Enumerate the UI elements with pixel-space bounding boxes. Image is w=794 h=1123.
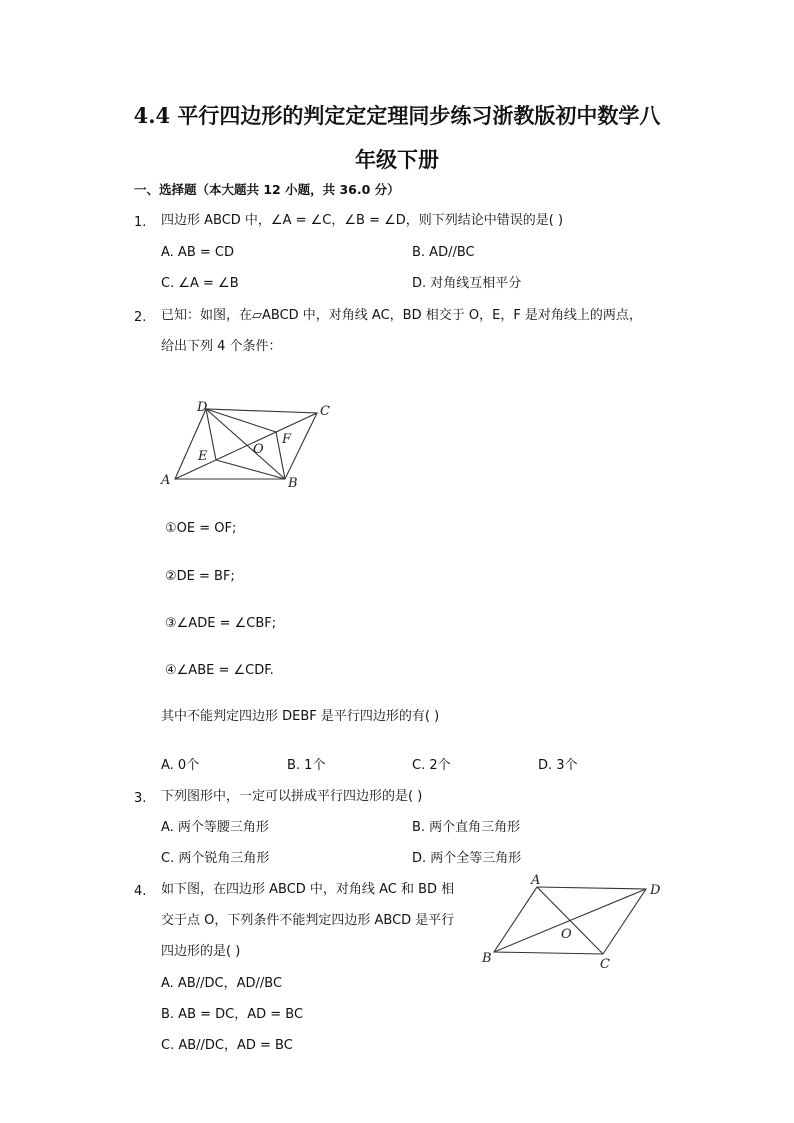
q2-question: 其中不能判定四边形 DEBF 是平行四边形的有( )	[161, 709, 440, 724]
q1-option-c: C. ∠A = ∠B	[161, 276, 239, 291]
q4-option-b: B. AB = DC，AD = BC	[161, 1007, 304, 1022]
q2-label-o: O	[253, 442, 264, 457]
q4-number: 4.	[134, 884, 147, 899]
page-title-line1: 4.4 平行四边形的判定定定理同步练习浙教版初中数学八	[133, 103, 661, 128]
q2-option-a: A. 0个	[161, 758, 200, 773]
q3-option-c: C. 两个锐角三角形	[161, 851, 270, 866]
q1-stem: 四边形 ABCD 中，∠A = ∠C，∠B = ∠D，则下列结论中错误的是( )	[161, 213, 564, 228]
q4-option-c: C. AB//DC，AD = BC	[161, 1038, 293, 1053]
q2-option-d: D. 3个	[538, 758, 578, 773]
section-heading: 一、选择题（本大题共 12 小题，共 36.0 分）	[134, 182, 400, 197]
q2-condition-4: ④∠ABE = ∠CDF.	[165, 663, 274, 678]
q2-stem-line2: 给出下列 4 个条件：	[161, 339, 282, 354]
q2-option-c: C. 2个	[412, 758, 451, 773]
q4-stem-line3: 四边形的是( )	[161, 944, 241, 959]
q2-condition-2: ②DE = BF;	[165, 569, 235, 584]
q3-option-d: D. 两个全等三角形	[412, 851, 522, 866]
q2-stem-line1: 已知：如图，在▱ABCD 中，对角线 AC，BD 相交于 O，E，F 是对角线上的两点，	[161, 308, 642, 323]
q2-number: 2.	[134, 310, 147, 325]
q4-stem-line1: 如下图，在四边形 ABCD 中，对角线 AC 和 BD 相	[161, 882, 455, 897]
q2-label-c: C	[320, 404, 330, 419]
q3-option-a: A. 两个等腰三角形	[161, 820, 269, 835]
q4-label-a: A	[531, 873, 541, 888]
q4-label-o: O	[561, 927, 572, 942]
q4-label-c: C	[600, 957, 610, 972]
q2-condition-1: ①OE = OF;	[165, 521, 237, 536]
q1-option-a: A. AB = CD	[161, 245, 234, 260]
q4-label-b: B	[482, 951, 492, 966]
q2-segment-fd	[206, 409, 276, 432]
q2-label-d: D	[197, 400, 208, 415]
q2-label-f: F	[282, 432, 292, 447]
q1-option-d: D. 对角线互相平分	[412, 276, 522, 291]
q2-parallelogram-figure	[155, 395, 340, 495]
q4-diagonal-bd	[494, 889, 646, 952]
q1-number: 1.	[134, 215, 147, 230]
page-title-line2: 年级下册	[355, 147, 439, 172]
q3-number: 3.	[134, 791, 147, 806]
q2-condition-3: ③∠ADE = ∠CBF;	[165, 616, 277, 631]
q4-stem-line2: 交于点 O，下列条件不能判定四边形 ABCD 是平行	[161, 913, 455, 928]
q4-option-a: A. AB//DC，AD//BC	[161, 976, 283, 991]
q2-label-b: B	[288, 476, 298, 491]
q1-option-b: B. AD//BC	[412, 245, 475, 260]
q4-quadrilateral-figure	[478, 872, 668, 972]
q4-label-d: D	[650, 883, 661, 898]
q3-stem: 下列图形中，一定可以拼成平行四边形的是( )	[161, 789, 423, 804]
q2-option-b: B. 1个	[287, 758, 326, 773]
q3-option-b: B. 两个直角三角形	[412, 820, 521, 835]
q2-label-a: A	[161, 473, 171, 488]
q2-label-e: E	[198, 449, 208, 464]
q2-diagonal-ac	[175, 413, 317, 479]
